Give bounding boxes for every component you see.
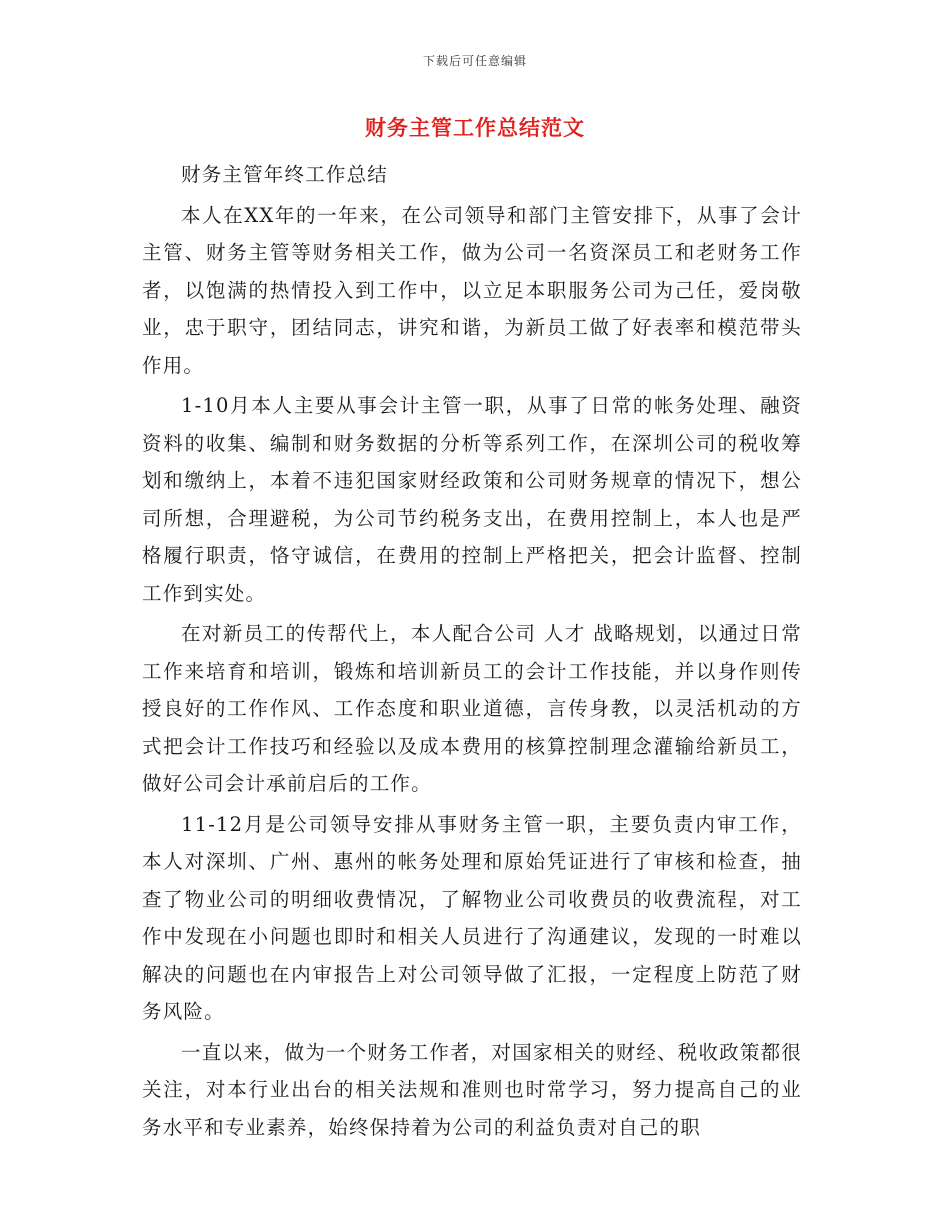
paragraph: 在对新员工的传帮代上，本人配合公司 人才 战略规划，以通过日常工作来培育和培训，锻炼和培训新员工的会计工作技能，并以身作则传授良好的工作作风、工作态度和职业道德，言传身教，以灵活机动的方式把会计工作技巧和经验以及成本费用的核算控制理念灌输给新员工，做好公司会计承前启后的工作。 — [142, 622, 802, 795]
paragraph-subtitle: 财务主管年终工作总结 — [181, 163, 389, 186]
paragraph: 1-10月本人主要从事会计主管一职，从事了日常的帐务处理、融资资料的收集、编制和财务数据的分析等系列工作，在深圳公司的税收筹划和缴纳上，本着不违犯国家财经政策和公司财务规章的情况下，想公司所想，合理避税，为公司节约税务支出，在费用控制上，本人也是严格履行职责，恪守诚信，在费用的控制上严格把关，把会计监督、控制工作到实处。 — [142, 394, 802, 605]
page-header-note: 下载后可任意编辑 — [422, 54, 527, 68]
paragraph: 一直以来，做为一个财务工作者，对国家相关的财经、税收政策都很关注，对本行业出台的相关法规和准则也时常学习，努力提高自己的业务水平和专业素养，始终保持着为公司的利益负责对自己的职 — [142, 1040, 803, 1139]
paragraph: 本人在XX年的一年来，在公司领导和部门主管安排下，从事了会计主管、财务主管等财务相关工作，做为公司一名资深员工和老财务工作者，以饱满的热情投入到工作中，以立足本职服务公司为己任，爱岗敬业，忠于职守，团结同志，讲究和谐，为新员工做了好表率和模范带头作用。 — [142, 203, 802, 377]
paragraph: 11-12月是公司领导安排从事财务主管一职，主要负责内审工作，本人对深圳、广州、惠州的帐务处理和原始凭证进行了审核和检查，抽查了物业公司的明细收费情况，了解物业公司收费员的收费流程，对工作中发现在小问题也即时和相关人员进行了沟通建议，发现的一时难以解决的问题也在内审报告上对公司领导做了汇报，一定程度上防范了财务风险。 — [142, 812, 802, 1023]
document-body — [142, 156, 802, 1149]
document-title: 财务主管工作总结范文 — [365, 115, 585, 140]
